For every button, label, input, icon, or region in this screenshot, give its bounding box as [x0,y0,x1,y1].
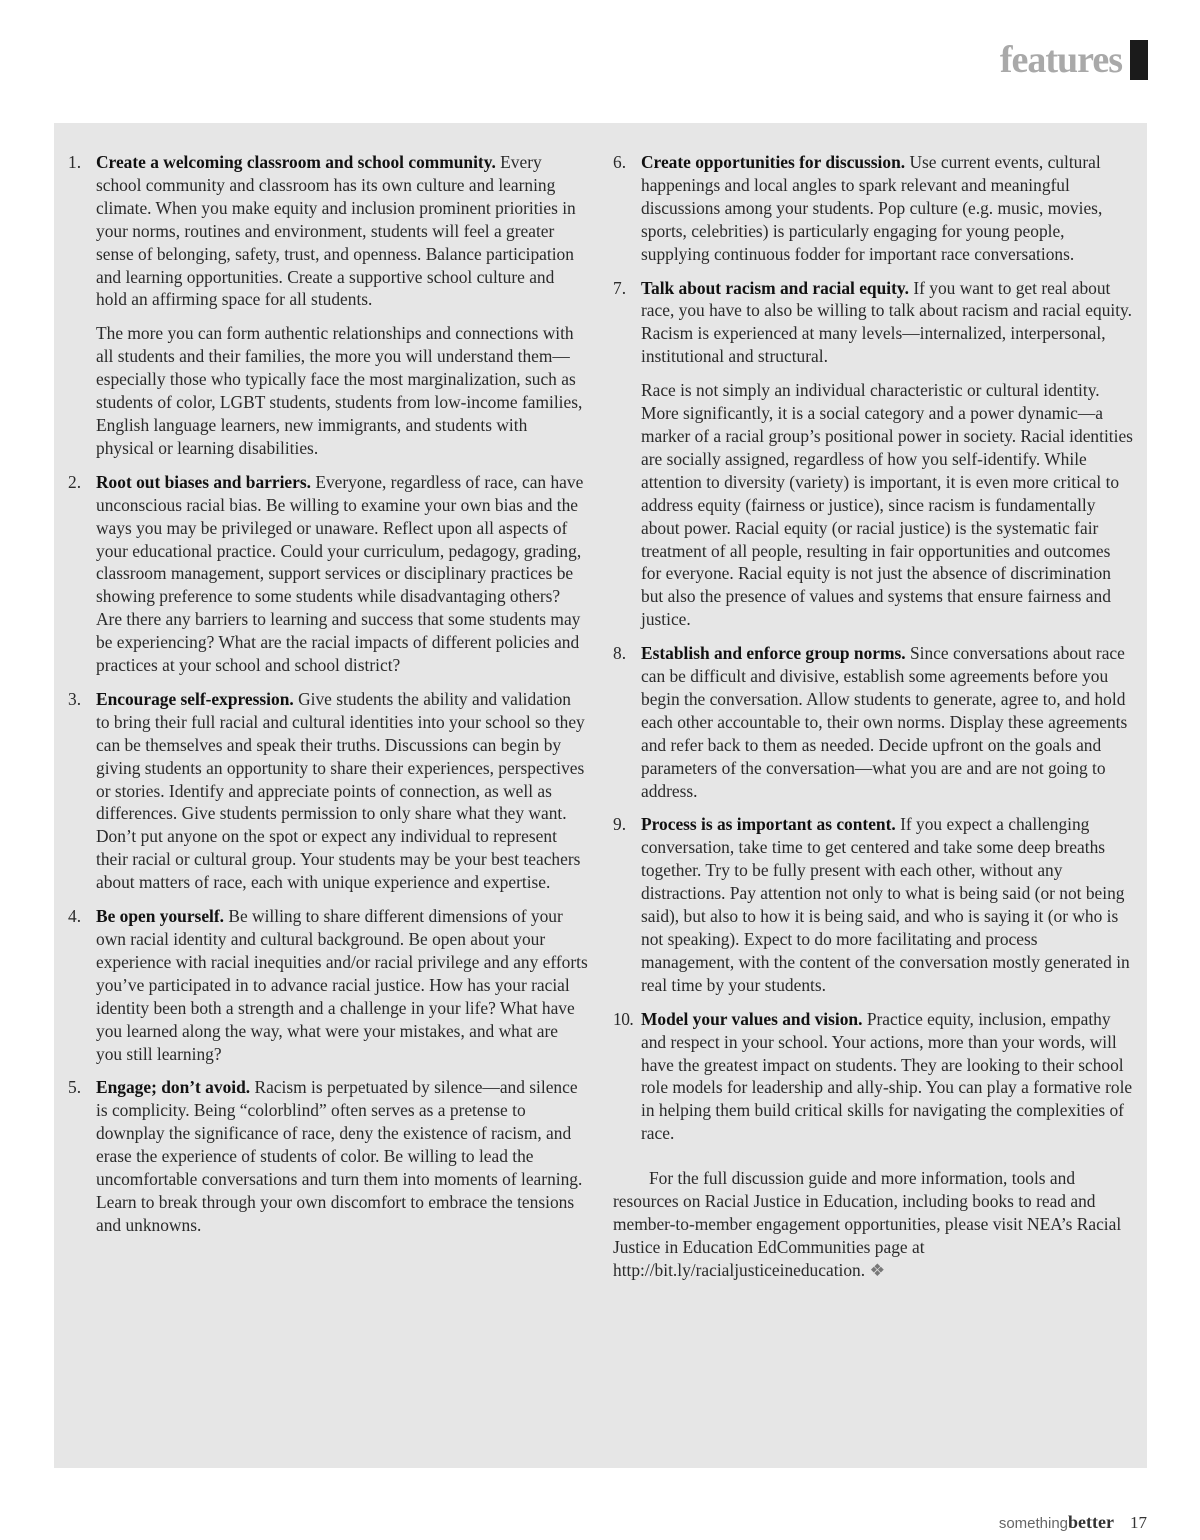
item-number: 7. [613,277,627,298]
list-item [613,813,1133,996]
section-marker-bar [1130,40,1148,80]
brand-prefix: something [998,1515,1069,1532]
item-number: 3. [68,688,82,709]
item-body: Every school community and classroom has its own culture and learning climate. When you make equity and inclusion prominent priorities in your norms, routines and environment, students will feel a greater sense of belonging, safety, trust, and openness. Balance participation and learning opportunities. Create a supportive school culture and hold an affirming space for all students. [96,152,576,310]
closing-paragraph [613,1167,1133,1282]
item-extra-paragraph: Race is not simply an individual characteristic or cultural identity. More significantly, it is a social category and a power dynamic—a marker of a racial group’s positional power in society. Racial identities are socially assigned, regardless of how you self-identify. While attention to diversity (variety) is important, it is even more critical to address equity (fairness or justice), since racism is fundamentally about power. Racial equity (or racial justice) is the systematic fair treatment of all people, resulting in fair opportunities and outcomes for everyone. Racial equity is not just the absence of discrimination but also the presence of values and systems that ensure fairness and justice. [641,380,1133,630]
right-column [613,151,1133,1282]
item-heading: Create a welcoming classroom and school community. [96,152,496,172]
item-body: If you expect a challenging conversation, take time to get centered and take some deep breaths together. Try to be fully present with each other, without any distractions. Pay attention not only to what is being said (or not being said), but also to how it is being said, and who is saying it (or who is not speaking). Expect to do more facilitating and process management, with the content of the conversation mostly generated in real time by your students. [641,814,1130,995]
content-panel [54,123,1147,1468]
item-body: Everyone, regardless of race, can have unconscious racial bias. Be willing to examine your own bias and the ways you may be privileged or unaware. Reflect upon all aspects of your educational practice. Could your curriculum, pedagogy, grading, classroom management, support services or disciplinary practices be showing preference to some students while disadvantaging others? Are there any barriers to learning and success that some students may be experiencing? What are the racial impacts of different policies and practices at your school and school district? [96,471,584,676]
list-item [68,905,588,1065]
item-extra-paragraph: The more you can form authentic relationships and connections with all students and their families, the more you will understand them—especially those who typically face the most marginalization, such as students of color, LGBT students, students from low-income families, English language learners, new immigrants, and students with physical or learning disabilities. [96,323,583,458]
list-item [613,1008,1133,1145]
item-body: Since conversations about race can be difficult and divisive, establish some agreements before you begin the conversation. Allow students to generate, agree to, and hold each other accountable to, their own norms. Display these agreements and refer back to them as needed. Decide upfront on the goals and parameters of the conversation—what you are and are not going to address. [641,643,1128,801]
left-column [68,151,588,1248]
item-heading: Process is as important as content. [641,814,896,835]
item-number: 8. [613,643,627,664]
item-number: 10. [613,1008,634,1029]
item-number: 1. [68,152,82,172]
brand-suffix: better [1068,1512,1114,1532]
end-mark-icon: ❖ [869,1259,886,1280]
page-footer [999,1512,1147,1533]
item-heading: Create opportunities for discussion. [641,152,906,172]
page-number: 17 [1130,1513,1147,1532]
list-item [68,1076,588,1236]
closing-text: For the full discussion guide and more information, tools and resources on Racial Justice in Education, including books to read and member-to-member engagement opportunities, please visit NEA’s Racial Justice in Education EdCommunities page at http://bit.ly/racialjusticeineducation. [613,1168,1122,1280]
item-heading: Model your values and vision. [641,1008,863,1029]
item-body: Practice equity, inclusion, empathy and respect in your school. Your actions, more than your words, will have the greatest impact on students. They are looking to their school role models for leadership and ally-ship. You can play a formative role in helping them build critical skills for navigating the complexities of race. [641,1008,1133,1144]
item-heading: Engage; don’t avoid. [96,1077,251,1098]
list-item [613,151,1133,266]
item-number: 2. [68,471,82,492]
item-body: Give students the ability and validation to bring their full racial and cultural identities into your school so they can be themselves and speak their truths. Discussions can begin by giving students an opportunity to share their experiences, perspectives or stories. Identify and appreciate points of connection, as well as differences. Give students permission to only share what they want. Don’t put anyone on the spot or expect any individual to represent their racial or cultural group. Your students may be your best teachers about matters of race, each with unique experience and expertise. [96,688,585,893]
list-item [68,688,588,894]
item-body: Racism is perpetuated by silence—and silence is complicity. Being “colorblind” often serves as a pretense to downplay the significance of race, deny the existence of racism, and erase the experience of students of color. Be willing to lead the uncomfortable conversations and turn them into moments of learning. Learn to break through your own discomfort to embrace the tensions and unknowns. [96,1077,583,1235]
item-heading: Be open yourself. [96,906,225,927]
section-header [1000,36,1148,84]
item-number: 5. [68,1077,82,1098]
item-heading: Encourage self-expression. [96,688,294,709]
list-item [613,642,1133,802]
item-heading: Talk about racism and racial equity. [641,277,909,298]
item-body: If you want to get real about race, you have to also be willing to talk about racism and racial equity. Racism is experienced at many levels—internalized, interpersonal, institutional and structural. [641,277,1132,367]
list-item [68,471,588,677]
list-item [68,151,588,460]
item-heading: Establish and enforce group norms. [641,643,906,664]
list-item [613,277,1133,632]
item-number: 6. [613,152,627,172]
item-body: Be willing to share different dimensions of your own racial identity and cultural background. Be open about your experience with racial inequities and/or racial privilege and any efforts you’ve participated in to advance racial justice. How has your racial identity been both a strength and a challenge in your life? What have you learned along the way, what were your mistakes, and what are you still learning? [96,906,588,1064]
item-number: 4. [68,906,82,927]
section-title: features [999,39,1122,81]
item-body: Use current events, cultural happenings and local angles to spark relevant and meaningful discussions among your students. Pop culture (e.g. music, movies, sports, celebrities) is particularly engaging for young people, supplying continuous fodder for important race conversations. [641,152,1103,264]
item-heading: Root out biases and barriers. [96,471,311,492]
item-number: 9. [613,814,627,835]
